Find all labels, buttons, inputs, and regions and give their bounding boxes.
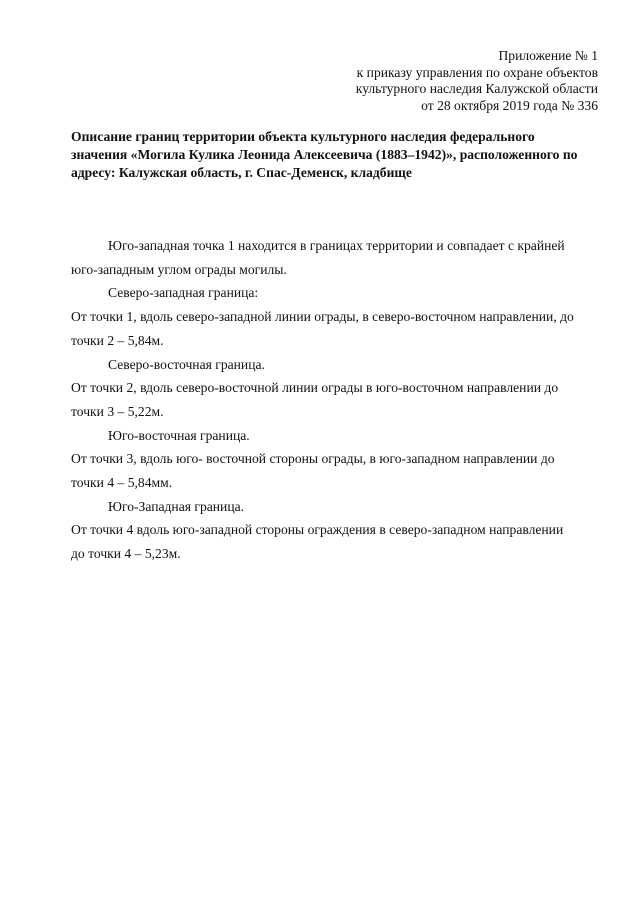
paragraph-line: до точки 4 – 5,23м. [71, 546, 181, 562]
section-heading-southeast: Юго-восточная граница. [108, 427, 250, 443]
appendix-line: к приказу управления по охране объектов [356, 64, 598, 80]
title-line: значения «Могила Кулика Леонида Алексеевича (1883–1942)», расположенного по [71, 147, 578, 162]
paragraph-line: точки 4 – 5,84мм. [71, 475, 173, 491]
paragraph-line: точки 2 – 5,84м. [71, 332, 164, 348]
boundary-description [71, 234, 598, 566]
paragraph-line: От точки 3, вдоль юго- восточной стороны ограды, в юго-западном направлении до [71, 451, 555, 467]
section-heading-northeast: Северо-восточная граница. [108, 356, 265, 372]
paragraph-line: юго-западным углом ограды могилы. [71, 261, 287, 277]
paragraph-line: От точки 2, вдоль северо-восточной линии ограды в юго-восточном направлении до [71, 380, 559, 396]
appendix-header [356, 48, 598, 114]
paragraph-line: Юго-западная точка 1 находится в границах территории и совпадает с крайней [108, 238, 565, 253]
title-line: адресу: Калужская область, г. Спас-Деменск, кладбище [71, 165, 412, 180]
paragraph-line: От точки 4 вдоль юго-западной стороны ограждения в северо-западном направлении [71, 522, 564, 538]
appendix-line: Приложение № 1 [498, 48, 598, 63]
section-heading-northwest: Северо-западная граница: [108, 285, 259, 301]
title-line: Описание границ территории объекта культурного наследия федерального [71, 129, 535, 144]
appendix-line: культурного наследия Калужской области [355, 81, 598, 96]
appendix-line: от 28 октября 2019 года № 336 [421, 97, 598, 113]
section-heading-southwest: Юго-Западная граница. [108, 498, 245, 514]
paragraph-line: точки 3 – 5,22м. [71, 403, 164, 419]
paragraph-line: От точки 1, вдоль северо-западной линии ограды, в северо-восточном направлении, до [71, 309, 574, 325]
document-title [71, 128, 598, 182]
